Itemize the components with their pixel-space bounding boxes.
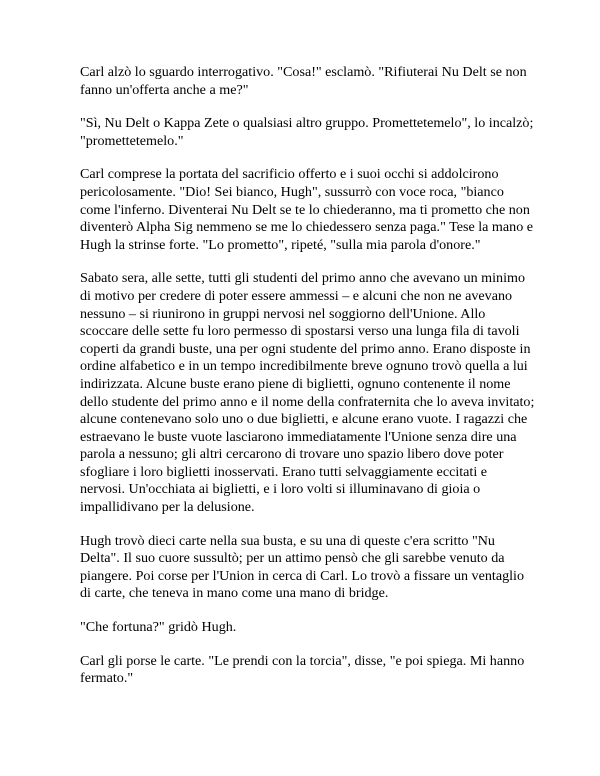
paragraph-6: "Che fortuna?" gridò Hugh. [80, 619, 237, 636]
paragraph-1: Carl alzò lo sguardo interrogativo. "Cosa!" esclamò. "Rifiuterai Nu Delt se non fanno un'offerta anche a me?" [80, 64, 527, 98]
paragraph-2: "Sì, Nu Delt o Kappa Zete o qualsiasi altro gruppo. Promettetemelo", lo incalzò; "promettetemelo." [80, 115, 534, 149]
document-page [80, 64, 535, 688]
paragraph-4: Sabato sera, alle sette, tutti gli studenti del primo anno che avevano un minimo di motivo per credere di poter essere ammessi – e alcuni che non ne avevano nessuno – si riunirono in gruppi nervosi nel soggiorno dell'Unione. Allo scoccare delle sette fu loro permesso di spostarsi verso una lunga fila di tavoli coperti da grandi buste, una per ogni studente del primo anno. Erano disposte in ordine alfabetico e in un tempo incredibilmente breve ognuno trovò quella a lui indirizzata. Alcune buste erano piene di biglietti, ognuno contenente il nome dello studente del primo anno e il nome della confraternita che lo aveva invitato; alcune contenevano solo uno o due biglietti, e alcune erano vuote. I ragazzi che estraevano le buste vuote lasciarono immediatamente l'Unione senza dire una parola a nessuno; gli altri cercarono di trovare uno spazio libero dove poter sfogliare i loro biglietti inosservati. Erano tutti selvaggiamente eccitati e nervosi. Un'occhiata ai biglietti, e i loro volti si illuminavano di gioia o impallidivano per la delusione. [80, 270, 535, 516]
paragraph-3: Carl comprese la portata del sacrificio offerto e i suoi occhi si addolcirono pericolosamente. "Dio! Sei bianco, Hugh", sussurrò con voce roca, "bianco come l'inferno. Diventerai Nu Delt se te lo chiederanno, ma ti prometto che non diventerò Alpha Sig nemmeno se me lo chiedessero senza paga." Tese la mano e Hugh la strinse forte. "Lo prometto", ripeté, "sulla mia parola d'onore." [80, 166, 534, 253]
paragraph-5: Hugh trovò dieci carte nella sua busta, e su una di queste c'era scritto "Nu Delta". Il suo cuore sussultò; per un attimo pensò che gli sarebbe venuto da piangere. Poi corse per l'Union in cerca di Carl. Lo trovò a fissare un ventaglio di carte, che teneva in mano come una mano di bridge. [80, 532, 525, 602]
paragraph-7: Carl gli porse le carte. "Le prendi con la torcia", disse, "e poi spiega. Mi hanno fermato." [80, 652, 525, 687]
